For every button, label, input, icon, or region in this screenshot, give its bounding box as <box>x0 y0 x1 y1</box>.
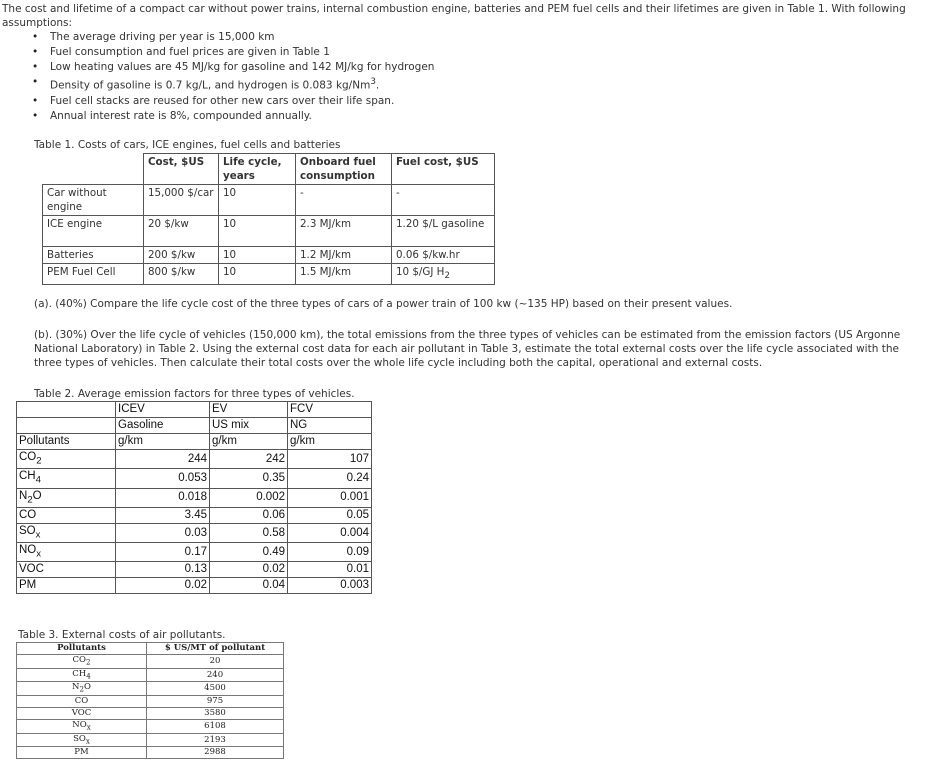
table2-unit-row <box>17 434 372 450</box>
table2 <box>16 401 372 594</box>
table2-caption: Table 2. Average emission factors for three types of vehicles. <box>34 388 355 400</box>
external-cost-value: 4500 <box>147 682 284 696</box>
external-cost-value: 2193 <box>147 733 284 747</box>
pollutant-name: $N_2O$ <box>17 488 116 507</box>
intro-paragraph: The cost and lifetime of a compact car without power trains, internal combustion engine, batteries and PEM fuel cells and their lifetimes are given in Table 1. With following assumptions: <box>2 3 906 29</box>
table2-blank-cell <box>17 402 116 418</box>
table2-unit-cell: g/km <box>116 434 210 450</box>
table1-cell: 20 $/kw <box>144 216 219 247</box>
table1-cell: 2.3 MJ/km <box>296 216 392 247</box>
table3-header-row <box>17 643 284 655</box>
table1-cell: 1.20 $/L gasoline <box>392 216 495 247</box>
external-cost-value: 3580 <box>147 708 284 720</box>
table3-row <box>17 708 284 720</box>
table2-vehicle-cell: FCV <box>288 402 372 418</box>
table1-cell: 10 <box>219 247 296 264</box>
emission-value: 0.02 <box>210 562 288 578</box>
emission-value: 0.003 <box>288 578 372 594</box>
pollutant-name: $N_2O$ <box>17 682 147 696</box>
assumption-item: • Annual interest rate is 8%, compounded annually. <box>32 109 434 124</box>
emission-value: 0.06 <box>210 507 288 523</box>
table2-fuel-cell: NG <box>288 418 372 434</box>
table1-row <box>43 264 495 285</box>
table2-row <box>17 562 372 578</box>
emission-value: 0.02 <box>116 578 210 594</box>
table3-header-cell: Pollutants <box>17 643 147 655</box>
pollutant-name: VOC <box>17 562 116 578</box>
table1-cell: 10 <box>219 185 296 216</box>
table1-cell: PEM Fuel Cell <box>43 264 144 285</box>
table2-blank-cell <box>17 418 116 434</box>
table1-cell: - <box>392 185 495 216</box>
table1-header-cell: Life cycle, years <box>219 154 296 185</box>
table1-header-cell <box>43 154 144 185</box>
pollutant-name: $CO_2$ <box>17 655 147 669</box>
external-cost-value: 975 <box>147 696 284 708</box>
assumption-item: • Fuel cell stacks are reused for other new cars over their life span. <box>32 94 434 109</box>
table1-cell: 10 <box>219 264 296 285</box>
table1-cell: Batteries <box>43 247 144 264</box>
table1-cell: 1.2 MJ/km <box>296 247 392 264</box>
emission-value: 0.58 <box>210 523 288 542</box>
table2-row <box>17 507 372 523</box>
table3-row <box>17 696 284 708</box>
emission-value: 0.053 <box>116 469 210 488</box>
table3-row <box>17 682 284 696</box>
table1-row <box>43 216 495 247</box>
external-cost-value: 240 <box>147 668 284 682</box>
external-cost-value: 20 <box>147 655 284 669</box>
table1-caption: Table 1. Costs of cars, ICE engines, fuel cells and batteries <box>34 139 341 151</box>
table3-row <box>17 720 284 734</box>
pollutant-name: $NO_x$ <box>17 720 147 734</box>
pollutant-name: $CH_4$ <box>17 668 147 682</box>
pollutant-name: $CO_2$ <box>17 450 116 469</box>
table1-cell: ICE engine <box>43 216 144 247</box>
emission-value: 0.24 <box>288 469 372 488</box>
table1-cell: 200 $/kw <box>144 247 219 264</box>
table3-row <box>17 747 284 759</box>
table2-unit-cell: g/km <box>288 434 372 450</box>
emission-value: 0.05 <box>288 507 372 523</box>
table1-cell: 800 $/kw <box>144 264 219 285</box>
table1-cell: Car without engine <box>43 185 144 216</box>
table1-row <box>43 185 495 216</box>
question-b: (b). (30%) Over the life cycle of vehicles (150,000 km), the total emissions from the three types of vehicles can be estimated from the emission factors (US Argonne National Laboratory) in Table 2. Using the external cost data for each air pollutant in Table 3, estimate the total external costs over the life cycle associated with the three types of vehicles. Then calculate their total costs over the whole life cycle including both the capital, operational and external costs. <box>34 329 901 369</box>
table1-cell: 10 $/GJ $H_2$ <box>392 264 495 285</box>
emission-value: 0.13 <box>116 562 210 578</box>
emission-value: 0.09 <box>288 543 372 562</box>
table2-unit-cell: g/km <box>210 434 288 450</box>
pollutant-name: CO <box>17 696 147 708</box>
table1-cell: 10 <box>219 216 296 247</box>
pollutant-name: CO <box>17 507 116 523</box>
table1-row <box>43 247 495 264</box>
pollutant-name: PM <box>17 578 116 594</box>
table2-fuel-cell: US mix <box>210 418 288 434</box>
pollutant-name: $SO_x$ <box>17 523 116 542</box>
table2-row <box>17 523 372 542</box>
table3 <box>16 642 284 759</box>
assumption-item: • Fuel consumption and fuel prices are given in Table 1 <box>32 45 434 60</box>
assumption-item: • The average driving per year is 15,000 km <box>32 30 434 45</box>
table2-row <box>17 578 372 594</box>
table1-header-row <box>43 154 495 185</box>
table1-header-cell: Fuel cost, $US <box>392 154 495 185</box>
table2-row <box>17 469 372 488</box>
table3-header-cell: $ US/MT of pollutant <box>147 643 284 655</box>
emission-value: 0.018 <box>116 488 210 507</box>
assumption-item: • Density of gasoline is 0.7 kg/L, and hydrogen is 0.083 kg/Nm$^3$. <box>32 75 434 94</box>
assumptions-list <box>32 30 434 124</box>
table3-row <box>17 655 284 669</box>
table2-fuel-cell: Gasoline <box>116 418 210 434</box>
emission-value: 0.17 <box>116 543 210 562</box>
pollutant-name: $NO_x$ <box>17 543 116 562</box>
emission-value: 0.49 <box>210 543 288 562</box>
table1-header-cell: Cost, $US <box>144 154 219 185</box>
table1-cell: 15,000 $/car <box>144 185 219 216</box>
emission-value: 3.45 <box>116 507 210 523</box>
emission-value: 242 <box>210 450 288 469</box>
external-cost-value: 6108 <box>147 720 284 734</box>
emission-value: 0.001 <box>288 488 372 507</box>
emission-value: 0.04 <box>210 578 288 594</box>
emission-value: 0.002 <box>210 488 288 507</box>
pollutant-name: PM <box>17 747 147 759</box>
pollutant-name: $SO_x$ <box>17 733 147 747</box>
table2-row <box>17 450 372 469</box>
table1-cell: 1.5 MJ/km <box>296 264 392 285</box>
assumption-item: • Low heating values are 45 MJ/kg for gasoline and 142 MJ/kg for hydrogen <box>32 60 434 75</box>
table2-row <box>17 543 372 562</box>
emission-value: 0.35 <box>210 469 288 488</box>
table2-vehicle-cell: EV <box>210 402 288 418</box>
emission-value: 0.004 <box>288 523 372 542</box>
table1-header-cell: Onboard fuel consumption <box>296 154 392 185</box>
table1-cell: - <box>296 185 392 216</box>
table1 <box>42 153 495 285</box>
emission-value: 107 <box>288 450 372 469</box>
question-a: (a). (40%) Compare the life cycle cost of the three types of cars of a power train of 100 kw (~135 HP) based on their present values. <box>34 298 733 310</box>
emission-value: 0.01 <box>288 562 372 578</box>
table2-vehicle-cell: ICEV <box>116 402 210 418</box>
table2-fuel-row <box>17 418 372 434</box>
emission-value: 244 <box>116 450 210 469</box>
pollutant-name: VOC <box>17 708 147 720</box>
emission-value: 0.03 <box>116 523 210 542</box>
table3-caption: Table 3. External costs of air pollutants. <box>18 629 226 641</box>
table2-pollutants-label: Pollutants <box>17 434 116 450</box>
external-cost-value: 2988 <box>147 747 284 759</box>
table3-row <box>17 733 284 747</box>
table2-row <box>17 488 372 507</box>
table2-header-row <box>17 402 372 418</box>
pollutant-name: $CH_4$ <box>17 469 116 488</box>
table3-row <box>17 668 284 682</box>
table1-cell: 0.06 $/kw.hr <box>392 247 495 264</box>
